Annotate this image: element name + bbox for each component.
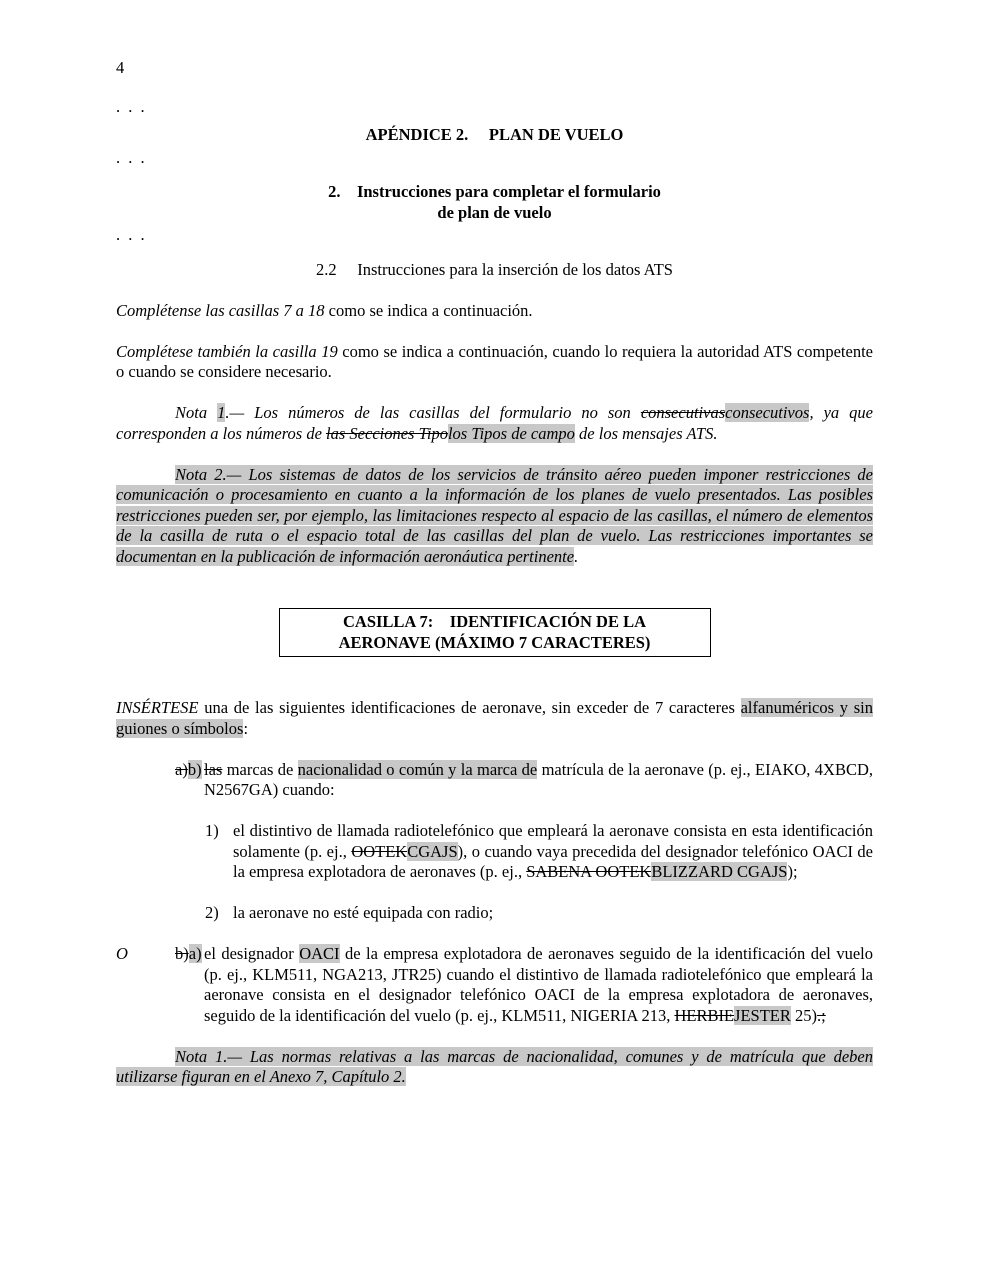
box-line1: CASILLA 7: IDENTIFICACIÓN DE LA <box>342 612 646 631</box>
list-item-a: a)b) las marcas de nacionalidad o común y la marca de matrícula de la aeronave (p. ej., EIAKO, 4XBCD, N2567GA) cuando: <box>175 759 873 799</box>
paragraph-casillas: Complétense las casillas 7 a 18 como se indica a continuación. <box>116 300 533 320</box>
section-title-line1: 2. Instrucciones para completar el formulario <box>328 182 661 201</box>
ellipsis-1: . . . <box>116 96 147 116</box>
sub-item-2-label: 2) <box>205 903 219 922</box>
appendix-title: APÉNDICE 2. PLAN DE VUELO <box>365 125 624 144</box>
ellipsis-2: . . . <box>116 147 147 167</box>
document-page <box>116 58 873 1088</box>
sub-item-1: 1) el distintivo de llamada radiotelefónico que empleará la aeronave consista en esta identificación solamente (p. ej., OOTEKCGAJS), o cuando vaya precedida del designador telefónico OACI de la empresa explotadora de aeronaves (p. ej., SABENA OOTEKBLIZZARD CGAJS); <box>205 821 874 881</box>
sub-item-1-label: 1) <box>205 821 219 840</box>
casilla-7-box <box>279 608 711 657</box>
section-title-line2: de plan de vuelo <box>437 202 552 222</box>
note-1: Nota 1.— Los números de las casillas del formulario no son consecutivasconsecutivos, ya que corresponden a los números de las Secciones Tipolos Tipos de campo de los mensajes ATS. <box>116 403 874 443</box>
note-3: Nota 1.— Las normas relativas a las marcas de nacionalidad, comunes y de matrícula que deben utilizarse figuran en el Anexo 7, Capítulo 2. <box>116 1046 873 1086</box>
insert-paragraph: INSÉRTESE una de las siguientes identificaciones de aeronave, sin exceder de 7 caracteres alfanuméricos y sin guiones o símbolos: <box>116 698 873 738</box>
paragraph-casilla-19: Complétese también la casilla 19 como se indica a continuación, cuando lo requiera la autoridad ATS competente o cuando se considere necesario. <box>116 341 873 381</box>
list-item-b: O b)a) el designador OACI de la empresa explotadora de aeronaves seguido de la identificación del vuelo (p. ej., KLM511, NGA213, JTR25) cuando el distintivo de llamada radiotelefónico que empleará la aeronave consista en el designador telefónico OACI de la empresa explotadora de aeronaves, seguido de la identificación del vuelo (p. ej., KLM511, NIGERIA 213, HERBIEJESTER 25).; <box>116 944 873 1025</box>
note-2: Nota 2.— Los sistemas de datos de los servicios de tránsito aéreo pueden imponer restricciones de comunicación o procesamiento en cuanto a la información de los planes de vuelo presentados. Las posibles restricciones pueden ser, por ejemplo, las limitaciones respecto al espacio de las casillas, el número de elementos de la casilla de ruta o el espacio total de las casillas del plan de vuelo. Las restricciones importantes se documentan en la publicación de información aeronáutica pertinente. <box>116 464 873 566</box>
section-title <box>116 182 873 223</box>
or-marker: O <box>116 944 128 963</box>
sub-item-2: 2) la aeronave no esté equipada con radio; <box>205 903 494 922</box>
subsection-title: 2.2 Instrucciones para la inserción de los datos ATS <box>316 259 673 279</box>
ellipsis-3: . . . <box>116 225 147 244</box>
box-line2: AERONAVE (MÁXIMO 7 CARACTERES) <box>338 632 651 652</box>
list-item-a-label: a)b) <box>175 759 202 779</box>
list-item-b-label: b)a) <box>175 944 202 963</box>
page-number: 4 <box>116 58 125 77</box>
